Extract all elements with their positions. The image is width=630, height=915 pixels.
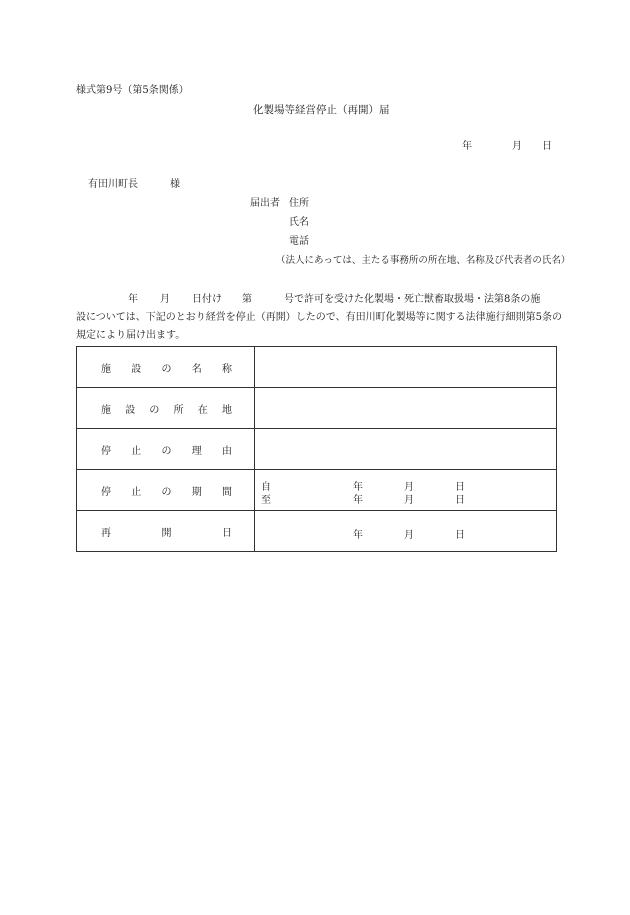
addressee (88, 180, 180, 190)
from-month: 月 (404, 482, 414, 493)
date-year: 年 (462, 141, 472, 152)
label-char: 由 (222, 445, 232, 457)
label-char: 理 (191, 445, 202, 457)
table-row (77, 470, 557, 511)
table-row (77, 511, 557, 552)
reopening-date-label (77, 511, 255, 552)
table-row (77, 388, 557, 429)
suspension-reason-value[interactable] (255, 429, 557, 470)
corporation-note: （法人にあっては、主たる事務所の所在地、名称及び代表者の氏名） (276, 255, 571, 266)
addressee-name: 有田川町長 (88, 179, 138, 190)
body-day-dated: 日付け (192, 294, 222, 305)
label-char: 停 (101, 486, 111, 498)
label-char: 開 (161, 527, 172, 539)
suspension-period-value[interactable] (255, 470, 557, 511)
label-char: 施 (101, 404, 111, 416)
reopening-date-value[interactable] (255, 511, 557, 552)
label-char: 日 (222, 527, 232, 539)
label-char: の (161, 486, 172, 498)
label-char: 施 (101, 363, 111, 375)
from-year: 年 (353, 482, 363, 493)
period-from-label: 自 (261, 482, 271, 493)
table-row (77, 347, 557, 388)
applicant-address-label: 住所 (289, 198, 309, 209)
label-char: 名 (191, 363, 202, 375)
table-row (77, 429, 557, 470)
submission-date (462, 142, 552, 152)
reopen-day: 日 (455, 530, 465, 541)
facility-location-label (77, 388, 255, 429)
to-day: 日 (455, 495, 465, 506)
body-text-line-3: 規定により届け出ます。 (76, 330, 186, 341)
label-char: 在 (197, 404, 208, 416)
period-to-label: 至 (261, 495, 271, 506)
label-char: 停 (101, 445, 111, 457)
body-dai: 第 (242, 294, 252, 305)
form-number: 様式第9号（第5条関係） (76, 85, 189, 96)
label-char: 所 (173, 404, 184, 416)
body-line1-rest: 号で許可を受けた化製場・死亡獣畜取扱場・法第8条の施 (284, 294, 541, 305)
reopen-year: 年 (353, 530, 363, 541)
label-char: 設 (125, 404, 136, 416)
applicant-name-label: 氏名 (289, 217, 309, 228)
reopen-month: 月 (404, 530, 414, 541)
body-text-line-1 (76, 295, 540, 305)
facility-name-label (77, 347, 255, 388)
label-char: の (161, 363, 172, 375)
suspension-reason-label (77, 429, 255, 470)
label-char: 称 (222, 363, 232, 375)
date-month: 月 (512, 141, 522, 152)
suspension-period-label (77, 470, 255, 511)
label-char: 止 (131, 445, 142, 457)
date-day: 日 (542, 141, 552, 152)
document-title: 化製場等経営停止（再開）届 (253, 104, 390, 116)
label-char: 止 (131, 486, 142, 498)
facility-location-value[interactable] (255, 388, 557, 429)
facility-table (76, 346, 557, 552)
applicant-label: 届出者 (250, 198, 280, 209)
label-char: 地 (221, 404, 232, 416)
label-char: 再 (101, 527, 111, 539)
label-char: の (161, 445, 172, 457)
facility-name-value[interactable] (255, 347, 557, 388)
label-char: 間 (222, 486, 232, 498)
from-day: 日 (455, 482, 465, 493)
applicant-phone-label: 電話 (289, 236, 309, 247)
body-text-line-2: 設については、下記のとおり経営を停止（再開）したので、有田川町化製場等に関する法律施行細則第5条の (76, 312, 562, 323)
addressee-honorific: 様 (170, 179, 180, 190)
label-char: 設 (131, 363, 142, 375)
label-char: の (149, 404, 160, 416)
label-char: 期 (191, 486, 202, 498)
to-year: 年 (353, 495, 363, 506)
body-year: 年 (128, 294, 138, 305)
to-month: 月 (404, 495, 414, 506)
body-month: 月 (160, 294, 170, 305)
